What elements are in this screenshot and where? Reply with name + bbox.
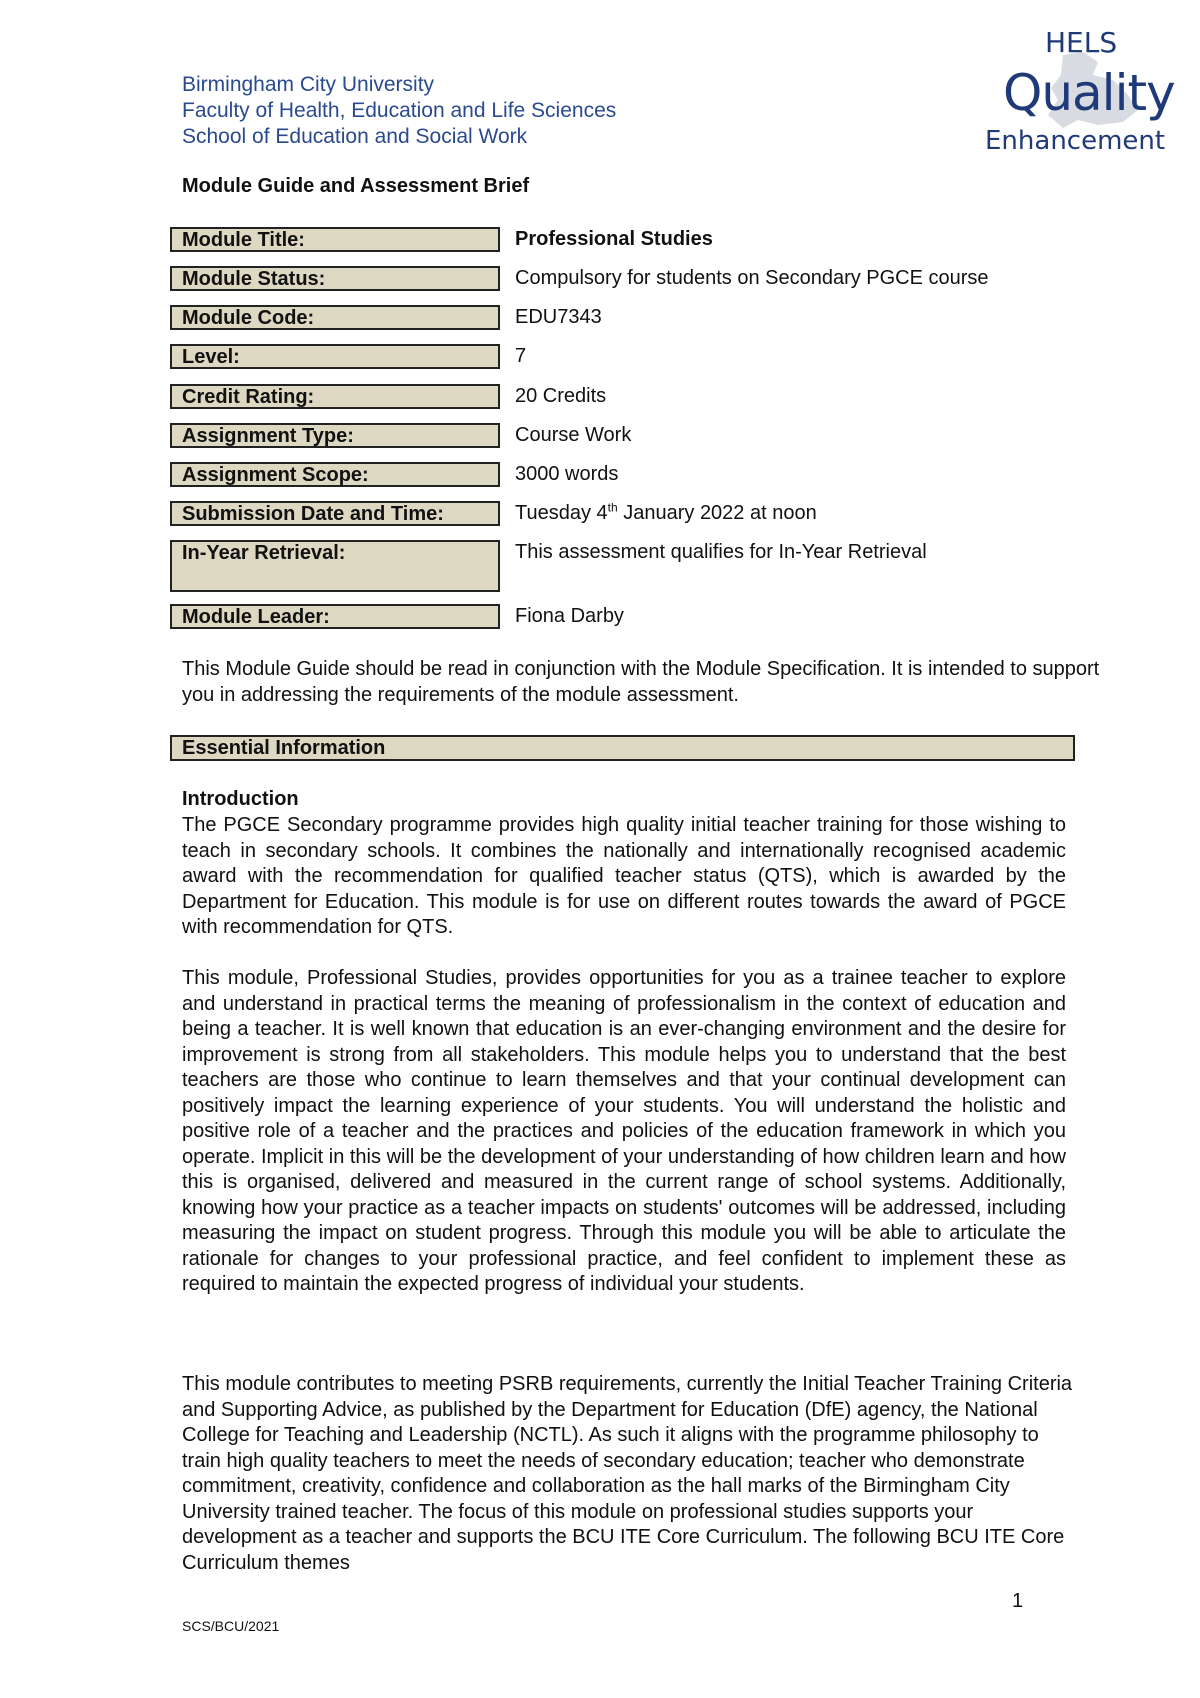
level-value: 7: [515, 345, 527, 367]
submission-label: Submission Date and Time:: [170, 501, 500, 526]
page-number: 1: [1012, 1590, 1024, 1612]
assignment-type-label: Assignment Type:: [170, 423, 500, 448]
credit-rating-value: 20 Credits: [515, 385, 607, 407]
module-title-label: Module Title:: [170, 227, 500, 252]
module-guide-note: This Module Guide should be read in conjunction with the Module Specification. It is intended to support you in addressing the requirements of the module assessment.: [182, 658, 1100, 706]
introduction-paragraph-2: This module, Professional Studies, provides opportunities for you as a trainee teacher to explore and understand in practical terms the meaning of professionalism in the context of education and being a teacher. It is well known that education is an ever-changing environment and the desire for improvement is strong from all stakeholders. This module helps you to understand that the best teachers are those who continue to learn themselves and that your continual development can positively impact the learning experience of your students. You will understand the holistic and positive role of a teacher and the practices and policies of the education framework in which you operate. Implicit in this will be the development of your understanding of how children learn and how this is organised, delivered and measured in the current range of school systems. Additionally, knowing how your practice as a teacher impacts on students' outcomes will be addressed, including measuring the impact on student progress. Through this module you will be able to articulate the rationale for changes to your professional practice, and feel confident to implement these as required to maintain the expected progress of individual your students.: [182, 967, 1066, 1295]
in-year-retrieval-value: This assessment qualifies for In-Year Retrieval: [515, 541, 927, 563]
logo-quality-text: Quality: [1003, 64, 1175, 122]
essential-information-heading: Essential Information: [170, 735, 1075, 761]
assignment-scope-label: Assignment Scope:: [170, 462, 500, 487]
submission-value: Tuesday 4th January 2022 at noon: [515, 500, 817, 524]
module-leader-label: Module Leader:: [170, 604, 500, 629]
document-title: Module Guide and Assessment Brief: [182, 175, 530, 197]
school-name: School of Education and Social Work: [182, 125, 528, 148]
hels-quality-logo: [985, 26, 1175, 166]
module-status-label: Module Status:: [170, 266, 500, 291]
faculty-name: Faculty of Health, Education and Life Sciences: [182, 99, 617, 122]
module-status-value: Compulsory for students on Secondary PGCE course: [515, 267, 989, 289]
introduction-paragraph-1: The PGCE Secondary programme provides high quality initial teacher training for those wishing to teach in secondary schools. It combines the nationally and internationally recognised academic award with the recommendation for qualified teacher status (QTS), which is awarded by the Department for Education. This module is for use on different routes towards the award of PGCE with recommendation for QTS.: [182, 814, 1066, 938]
university-name: Birmingham City University: [182, 73, 435, 96]
credit-rating-label: Credit Rating:: [170, 384, 500, 409]
level-label: Level:: [170, 344, 500, 369]
footer-code: SCS/BCU/2021: [182, 1618, 280, 1634]
introduction-paragraph-3: This module contributes to meeting PSRB requirements, currently the Initial Teacher Training Criteria and Supporting Advice, as published by the Department for Education (DfE) agency, the National College for Teaching and Leadership (NCTL). As such it aligns with the programme philosophy to train high quality teachers to meet the needs of secondary education; teacher who demonstrate commitment, creativity, confidence and collaboration as the hall marks of the Birmingham City University trained teacher. The focus of this module on professional studies supports your development as a teacher and supports the BCU ITE Core Curriculum. The following BCU ITE Core Curriculum themes: [182, 1373, 1073, 1574]
logo-enhancement-text: Enhancement: [985, 126, 1166, 156]
assignment-type-value: Course Work: [515, 424, 632, 446]
in-year-retrieval-label: In-Year Retrieval:: [170, 540, 500, 592]
logo-hels-text: HELS: [1045, 26, 1118, 59]
introduction-heading: Introduction: [182, 788, 299, 810]
institution-header: [182, 72, 616, 150]
assignment-scope-value: 3000 words: [515, 463, 619, 485]
module-leader-value: Fiona Darby: [515, 605, 624, 627]
module-code-value: EDU7343: [515, 306, 602, 328]
module-title-value: Professional Studies: [515, 228, 713, 250]
module-code-label: Module Code:: [170, 305, 500, 330]
